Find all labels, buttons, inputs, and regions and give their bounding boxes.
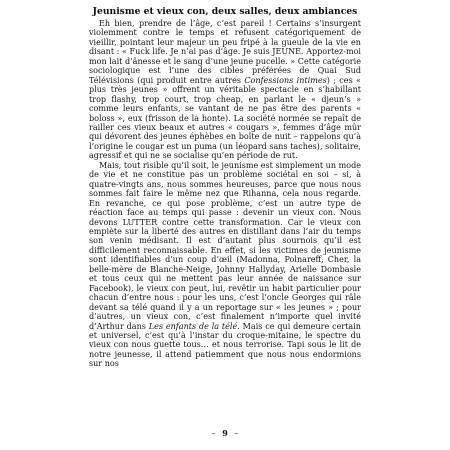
paragraph-2-part-2: . Mais ce qui demeure certain et universel, c’est qu’à l’instar du croque-mitaine, le spectre du vieux con nous guette tous… et nous terrorise. Tapi sous le lit de notre jeunesse, il attend patiemment que nous nous endormions sur nos [89, 321, 361, 369]
page-folio [0, 428, 450, 439]
page-number: 9 [222, 428, 228, 438]
body-text [89, 19, 361, 369]
folio-dash-left: – [211, 429, 216, 438]
section-title: Jeunisme et vieux con, deux salles, deux ambiances [92, 6, 358, 17]
paragraph-2-part-1: Mais, tout risible qu’il soit, le jeunisme est simplement un mode de vie et ne constitue pas un problème sociétal en soi – si, à quatre-vingts ans, nous sommes heureuses, parce que nous nous sommes fait faire le même nez que Rihanna, cela nous regarde. En revanche, ce qui pose problème, c’est un autre type de réaction face au temps qui passe : devenir un vieux con. Nous devons LUTTER contre cette transformation. Car le vieux con empiète sur la liberté des autres en distillant dans l’air du temps son venin médisant. Il est d’autant plus sournois qu’il est difficilement reconnaissable. En effet, si les victimes de jeunisme sont identifiables d’un coup d’œil (Madonna, Polnareff, Cher, la belle-mère de Blanche-Neige, Johnny Hallyday, Arielle Dombasle et tous ceux qui ne mettent pas leur année de naissance sur Facebook), le vieux con peut, lui, revêtir un habit particulier pour chacun d’entre nous : pour les uns, c’est l’oncle Georges qui râle devant sa télé quand il y a un reportage sur « les jeunes » ; pour d’autres, un vieux con, c’est finalement n’importe quel invité d’Arthur dans [89, 160, 361, 331]
italic-title-confessions-intimes: Confessions intimes [244, 75, 327, 85]
paragraph-2 [89, 161, 361, 369]
italic-title-enfants-de-la-tele: Les enfants de la télé [148, 321, 238, 331]
paragraph-1 [89, 19, 361, 161]
paragraph-1-part-1: Eh bien, prendre de l’âge, c’est pareil ! Certains s’insurgent violemment contre le temps et refusent catégoriquement de vieillir, pointant leur majeur un peu fripé à la gueule de la vie en disant : « Fuck life. Je n’ai pas d’âge. Je suis JEUNE. Apportez-moi mon lait d’ânesse et le sang d’une jeune pucelle. » Cette catégorie sociologique est l’une des cibles préférées de Quai Sud Télévisions (qui produit entre autres [89, 19, 361, 85]
paragraph-1-part-2: ) ; ces « plus très jeunes » offrent un véritable spectacle en s’habillant trop flashy, trop court, trop cheap, en parlant le « djeun’s » comme leurs enfants, se vantant de ne pas être des parents « boloss », eux (frisson de la honte). La société normée se repaît de railler ces vieux beaux et autres « cougars », femmes d’âge mûr qui dévorent des jeunes éphèbes en boîte de nuit – rappelons qu’à l’origine le cougar est un puma (un léopard sans taches), solitaire, agressif et qui ne se socialise qu’en période de rut. [89, 75, 361, 161]
folio-dash-right: – [234, 429, 239, 438]
